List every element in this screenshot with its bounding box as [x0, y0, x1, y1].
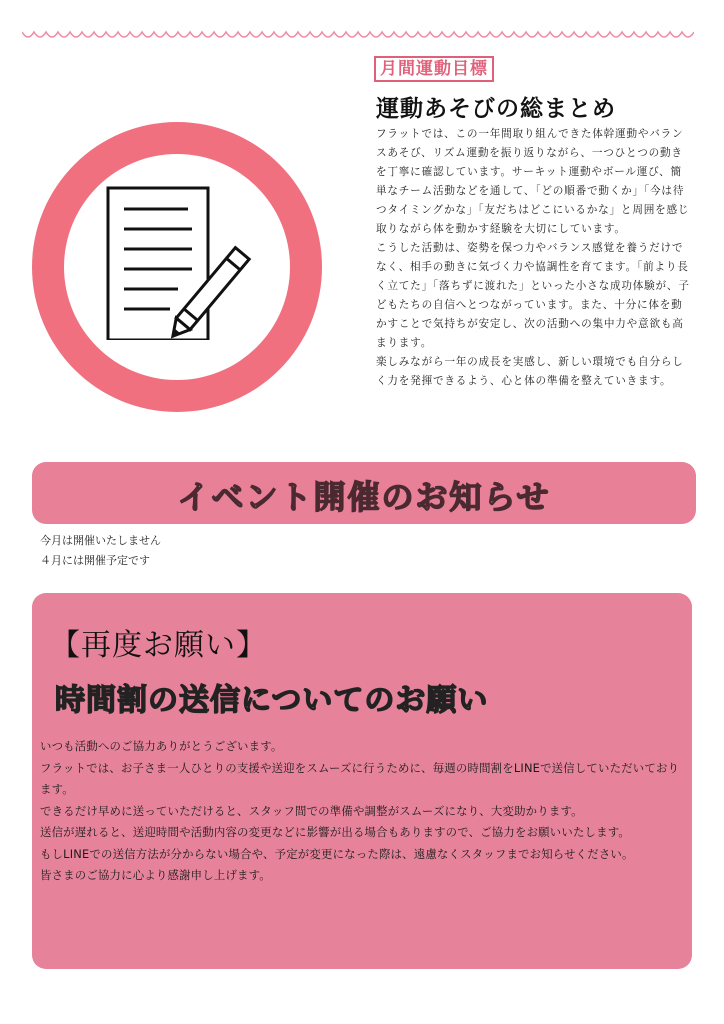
event-notice-line: 今月は開催いたしません — [40, 534, 161, 547]
request-paragraph: 皆さまのご協力に心より感謝申し上げます。 — [40, 868, 271, 882]
intro-text — [376, 125, 692, 391]
request-paragraph: フラットでは、お子さま一人ひとりの支援や送迎をスムーズに行うために、毎週の時間割をLINEで送信していただいております。 — [40, 760, 680, 796]
intro-paragraph: フラットでは、この一年間取り組んできた体幹運動やバランスあそび、リズム運動を振り返りながら、一つひとつの動きを丁寧に確認しています。サーキット運動やボール運び、簡単なチーム活動などを通して、「どの順番で動くか」「今は待つタイミングかな」「友だちはどこにいるかな」と周囲を感じ取りながら体を動かす経験を大切にしています。 — [376, 128, 690, 235]
event-banner — [32, 462, 696, 524]
intro-paragraph: 楽しみながら一年の成長を実感し、新しい環境でも自分らしく力を発揮できるよう、心と体の準備を整えていきます。 — [376, 356, 684, 387]
intro-paragraph: こうした活動は、姿勢を保つ力やバランス感覚を養うだけでなく、相手の動きに気づく力や協調性を育てます。「前より長く立てた」「落ちずに渡れた」といった小さな成功体験が、子どもたちの自信へとつながっています。また、十分に体を動かすことで気持ちが安定し、次の活動への集中力や意欲も高まります。 — [376, 242, 690, 349]
monthly-goal-tag: 月間運動目標 — [374, 56, 494, 82]
event-banner-title: イベント開催のお知らせ — [177, 478, 551, 516]
request-paragraph: いつも活動へのご協力ありがとうございます。 — [40, 739, 283, 753]
request-text — [40, 736, 690, 887]
wave-border — [22, 28, 694, 42]
document-pencil-icon — [100, 185, 270, 340]
section-title: 運動あそびの総まとめ — [376, 96, 616, 122]
request-paragraph: もしLINEでの送信方法が分からない場合や、予定が変更になった際は、遠慮なくスタッフまでお知らせください。 — [40, 846, 634, 861]
request-paragraph: できるだけ早めに送っていただけると、スタッフ間での準備や調整がスムーズになり、大変助かります。 — [40, 803, 583, 818]
request-paragraph: 送信が遅れると、送迎時間や活動内容の変更などに影響が出る場合もありますので、ご協力をお願いいたします。 — [40, 825, 630, 839]
event-notice-line: ４月には開催予定です — [40, 554, 150, 567]
request-heading: 【再度お願い】 — [50, 628, 267, 663]
request-subheading: 時間割の送信についてのお願い — [55, 683, 489, 718]
event-notice — [40, 531, 161, 571]
